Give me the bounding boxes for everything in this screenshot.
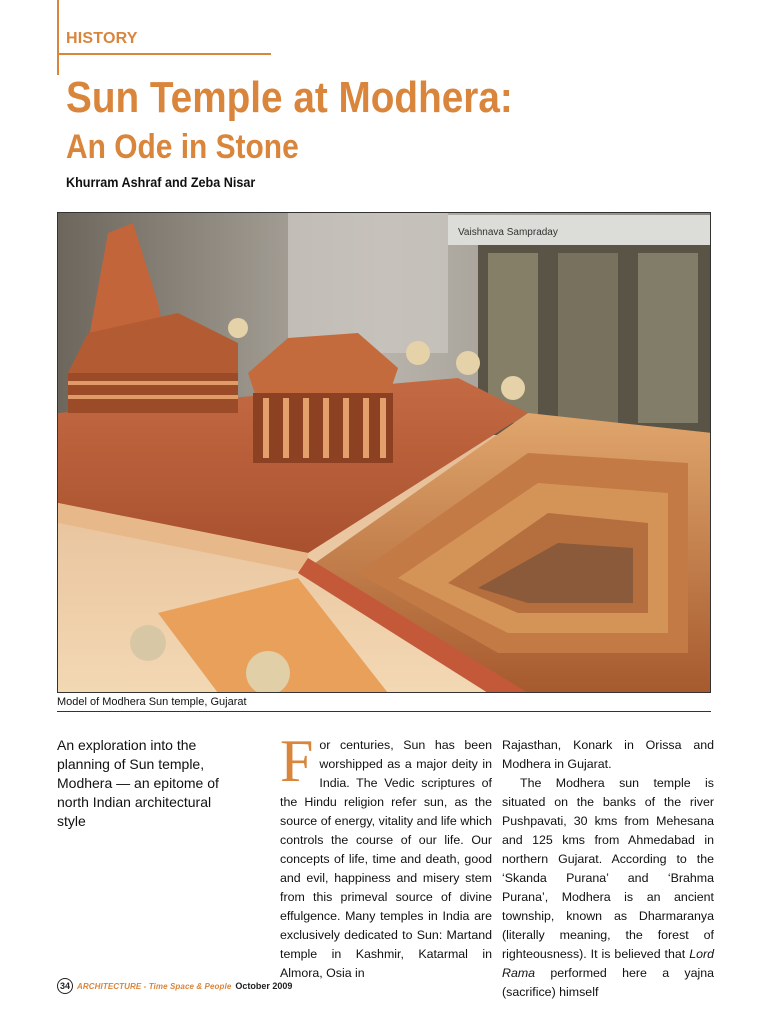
photo-caption: Model of Modhera Sun temple, Gujarat — [57, 696, 247, 708]
article-authors: Khurram Ashraf and Zeba Nisar — [66, 174, 256, 190]
body-text: or centuries, Sun has been worshipped as a major deity in India. The Vedic scriptures of the Hindu religion refer sun, as the source of energy, vitality and life which controls the course of our life. Our concepts of life, time and death, good and evil, happiness and misery stem from this primeval source of divine effulgence. Many temples in India are exclusively dedicated to Sun: Martand temple in Kashmir, Katarmal in Almora, Osia in — [280, 738, 492, 980]
page-footer — [57, 977, 292, 995]
body-text: The Modhera sun temple is situated on the banks of the river Pushpavati, 30 kms from Mehesana and 125 kms from Ahmedabad in northern Gujarat. According to the ‘Skanda Purana’ and ‘Brahma Purana’, Modhera is an ancient township, known as Dharmaranya (literally meaning, the forest of righteousness). It is believed that — [502, 776, 714, 961]
page-number: 34 — [57, 978, 73, 994]
caption-rule — [57, 711, 711, 712]
drop-cap: F — [280, 728, 314, 794]
display-sign-text: Vaishnava Sampraday — [458, 227, 558, 238]
issue-date: October 2009 — [235, 981, 293, 991]
article-intro: An exploration into the planning of Sun temple, Modhera — an epitome of north Indian architectural style — [57, 737, 219, 829]
article-title: Sun Temple at Modhera: — [66, 73, 513, 122]
body-column-2 — [502, 736, 714, 1002]
header-vertical-rule — [57, 0, 59, 75]
body-column-1 — [280, 728, 492, 983]
body-paragraph — [502, 774, 714, 1002]
body-paragraph: Rajasthan, Konark in Orissa and Modhera in Gujarat. — [502, 738, 714, 771]
body-paragraph — [280, 728, 492, 983]
body-text: performed here a yajna (sacrifice) himself — [502, 966, 714, 999]
header-horizontal-rule — [57, 53, 271, 55]
article-subtitle: An Ode in Stone — [66, 128, 299, 166]
magazine-name: ARCHITECTURE - Time Space & People — [77, 981, 232, 991]
body-emphasis: Lord Rama — [502, 947, 714, 980]
temple-model-photo — [57, 212, 711, 693]
section-label: HISTORY — [66, 30, 138, 47]
